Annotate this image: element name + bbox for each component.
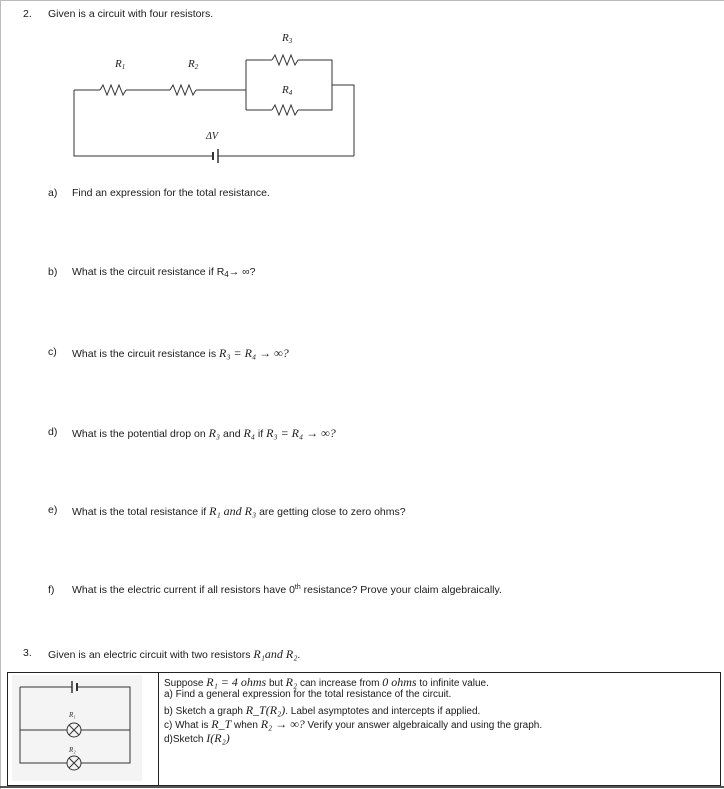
page-left-border [0, 0, 1, 789]
resistor-r4-symbol [272, 105, 298, 115]
part-e-text: What is the total resistance if R₁ and R₃ are getting close to zero ohms? [72, 504, 406, 518]
q3-line-a: a) Find a general expression for the total resistance of the circuit. [164, 689, 452, 700]
resistor-r3-symbol [272, 55, 298, 65]
wire-r3-right [298, 60, 332, 85]
part-c-text: What is the circuit resistance is R₃ = R₄ → ∞? [72, 346, 289, 360]
q3-line-suppose: Suppose R₁ = 4 ohms but R₂ can increase from 0 ohms to infinite value. [164, 675, 489, 689]
label-fig-r1: R₁ [69, 711, 76, 719]
page-bottom-border [0, 786, 724, 788]
q3-line-d: d)Sketch I(R₂) [164, 731, 230, 745]
part-a-text: Find an expression for the total resistance. [72, 187, 270, 199]
label-fig-r2: R₂ [69, 746, 76, 754]
two-bulb-circuit [12, 675, 142, 781]
q3-table [7, 672, 721, 786]
wire-left [74, 90, 213, 156]
q3-intro: Given is an electric circuit with two resistors R₁and R₂. [48, 647, 301, 661]
label-voltage: ΔV [206, 131, 218, 142]
part-b-text: What is the circuit resistance if $R_4\to$ ∞? [72, 266, 256, 279]
part-f-label: f) [48, 584, 55, 596]
resistor-r2-symbol [170, 85, 196, 95]
part-a-label: a) [48, 187, 58, 199]
label-r4: R4 [282, 84, 293, 97]
wire-right [332, 85, 354, 156]
four-resistor-circuit [60, 25, 370, 165]
resistor-r1-symbol [100, 85, 126, 95]
label-r2: R2 [188, 58, 199, 71]
page-top-border [0, 0, 724, 1]
q3-line-c: c) What is R_T when R₂ → ∞? Verify your answer algebraically and using the graph. [164, 717, 543, 731]
q3-number: 3. [23, 647, 32, 659]
part-b-label: b) [48, 266, 58, 278]
q3-line-b: b) Sketch a graph R_T(R₂). Label asymptotes and intercepts if applied. [164, 703, 481, 717]
part-e-label: e) [48, 504, 58, 516]
part-d-label: d) [48, 426, 58, 438]
q2-intro: Given is a circuit with four resistors. [48, 8, 214, 20]
part-d-text: What is the potential drop on R₃ and R₄ if R₃ = R₄ → ∞? [72, 426, 336, 440]
q2-number: 2. [23, 8, 32, 20]
label-r1: R1 [115, 58, 126, 71]
q3-table-divider [158, 673, 159, 785]
wire-r4-right [298, 85, 332, 110]
part-c-label: c) [48, 346, 57, 358]
label-r3: R3 [282, 32, 293, 45]
part-f-text: What is the electric current if all resistors have 0th resistance? Prove your claim algebraically. [72, 584, 502, 596]
